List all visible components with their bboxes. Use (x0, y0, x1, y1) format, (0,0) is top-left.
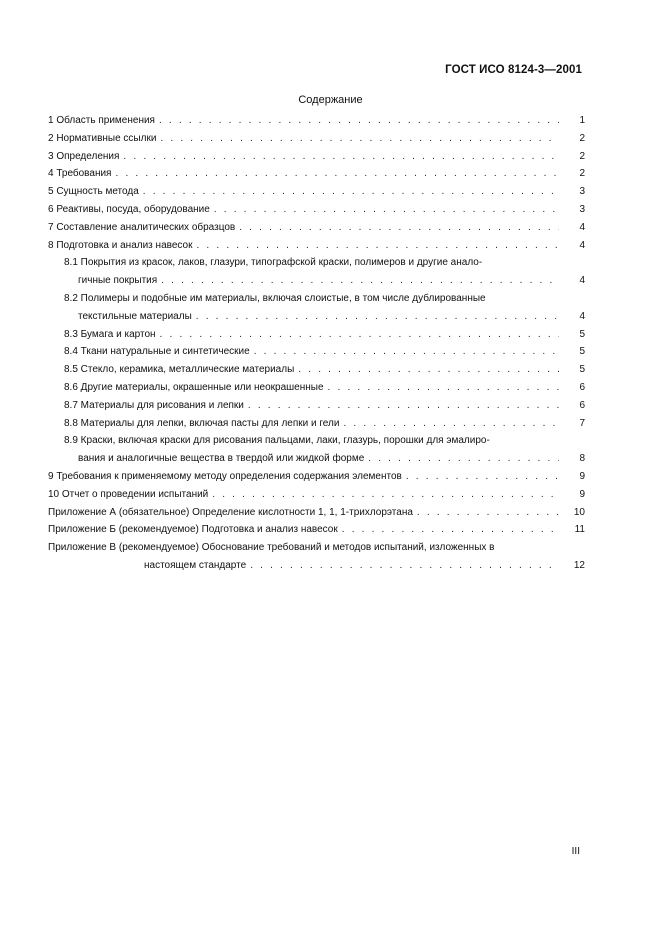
toc-entry[interactable] (48, 219, 585, 237)
leader-dots (160, 130, 559, 148)
toc-entry[interactable] (48, 432, 585, 468)
toc-entry-label: 8.7 Материалы для рисования и лепки (64, 399, 244, 411)
toc-entry[interactable] (48, 201, 585, 219)
toc-entry-label: 4 Требования (48, 168, 112, 180)
leader-dots (212, 486, 559, 504)
leader-dots (368, 450, 559, 468)
toc-entry-page: 6 (579, 399, 585, 411)
toc-entry[interactable] (48, 379, 585, 397)
toc-entry[interactable] (48, 539, 585, 575)
page-number: III (571, 846, 580, 857)
toc-entry-label: 8 Подготовка и анализ навесок (48, 239, 193, 251)
toc-entry-page: 9 (579, 488, 585, 500)
toc-entry-label: 1 Область применения (48, 115, 155, 126)
leader-dots (342, 521, 559, 539)
toc-entry[interactable] (48, 183, 585, 201)
leader-dots (248, 397, 559, 415)
toc-entry-label: 6 Реактивы, посуда, оборудование (48, 203, 210, 215)
toc-entry[interactable] (48, 290, 585, 326)
toc-entry-page: 3 (579, 203, 585, 215)
toc-entry[interactable] (48, 326, 585, 344)
toc-title: Содержание (298, 94, 363, 106)
leader-dots (417, 504, 559, 522)
leader-dots (250, 557, 559, 575)
leader-dots (298, 361, 559, 379)
leader-dots (343, 415, 559, 433)
leader-dots (160, 326, 559, 344)
leader-dots (115, 165, 559, 183)
toc-entry-page: 8 (579, 453, 585, 465)
toc-entry[interactable] (48, 521, 585, 539)
toc-entry-page: 10 (573, 506, 585, 518)
toc-entry-label: 9 Требования к применяемому методу определения содержания элементов (48, 470, 402, 482)
toc-entry-page: 7 (579, 417, 585, 429)
toc-entry[interactable] (48, 486, 585, 504)
leader-dots (214, 201, 559, 219)
document-code: ГОСТ ИСО 8124-3—2001 (445, 64, 582, 76)
leader-dots (239, 219, 559, 237)
leader-dots (161, 272, 559, 290)
leader-dots (123, 148, 559, 166)
leader-dots (196, 237, 559, 255)
leader-dots (143, 183, 559, 201)
leader-dots (406, 468, 559, 486)
toc-entry-label: 3 Определения (48, 150, 120, 162)
toc-entry-page: 5 (579, 364, 585, 376)
toc-entry-page: 2 (579, 168, 585, 180)
toc-entry[interactable] (48, 504, 585, 522)
toc-entry-page: 5 (579, 346, 585, 358)
toc-entry-page: 5 (579, 328, 585, 340)
toc-entry-label-continued: текстильные материалы (78, 310, 192, 322)
toc-entry-page: 4 (579, 221, 585, 233)
toc-entry[interactable] (48, 165, 585, 183)
toc-entry[interactable] (48, 415, 585, 433)
toc-entry-label: 5 Сущность метода (48, 186, 139, 198)
toc-entry-page: 4 (579, 239, 585, 251)
toc-entry-label: Приложение В (рекомендуемое) Обоснование требований и методов испытаний, изложенных в (48, 542, 495, 554)
toc-entry-label: 8.5 Стекло, керамика, металлические материалы (64, 364, 295, 376)
toc-entry-label-continued: настоящем стандарте (144, 559, 247, 571)
leader-dots (159, 112, 559, 130)
toc-entry-label: 8.3 Бумага и картон (64, 328, 156, 340)
toc-entry[interactable] (48, 361, 585, 379)
toc-entry-label: 2 Нормативные ссылки (48, 132, 157, 144)
toc-entry-page: 4 (579, 310, 585, 322)
toc-entry-label: 10 Отчет о проведении испытаний (48, 488, 209, 500)
toc-entry-label: 8.6 Другие материалы, окрашенные или неокрашенные (64, 381, 324, 393)
toc-entry[interactable] (48, 343, 585, 361)
toc-entry-label: 8.1 Покрытия из красок, лаков, глазури, типографской краски, полимеров и другие анало- (64, 257, 483, 269)
toc-entry[interactable] (48, 397, 585, 415)
toc-entry-label: 8.2 Полимеры и подобные им материалы, включая слоистые, в том числе дублированные (64, 292, 486, 304)
leader-dots (254, 343, 559, 361)
toc-entry-page: 4 (579, 275, 585, 287)
toc-entry-label: 8.9 Краски, включая краски для рисования пальцами, лаки, глазурь, порошки для эмалиро- (64, 435, 490, 447)
toc-entry[interactable] (48, 130, 585, 148)
toc-entry[interactable] (48, 254, 585, 290)
toc-entry[interactable] (48, 112, 585, 130)
toc-entry-page: 9 (579, 470, 585, 482)
toc-entry[interactable] (48, 468, 585, 486)
toc-entry-label: Приложение Б (рекомендуемое) Подготовка и анализ навесок (48, 524, 338, 536)
toc-entry-label-continued: вания и аналогичные вещества в твердой или жидкой форме (78, 453, 365, 465)
leader-dots (328, 379, 559, 397)
toc-entry-label: Приложение А (обязательное) Определение кислотности 1, 1, 1-трихлорэтана (48, 506, 413, 518)
toc-entry-label: 7 Составление аналитических образцов (48, 221, 236, 233)
toc-entry-page: 2 (579, 150, 585, 162)
toc-entry-page: 11 (574, 524, 585, 536)
toc-entry[interactable] (48, 148, 585, 166)
toc-entry-page: 2 (579, 132, 585, 144)
leader-dots (196, 308, 559, 326)
toc-entry-label-continued: гичные покрытия (78, 275, 158, 287)
table-of-contents (48, 112, 585, 575)
toc-entry-page: 12 (573, 559, 585, 571)
toc-entry-page: 3 (579, 186, 585, 198)
toc-entry-label: 8.4 Ткани натуральные и синтетические (64, 346, 250, 358)
toc-entry-page: 1 (579, 115, 585, 126)
toc-entry[interactable] (48, 237, 585, 255)
toc-entry-label: 8.8 Материалы для лепки, включая пасты для лепки и гели (64, 417, 340, 429)
toc-entry-page: 6 (579, 381, 585, 393)
